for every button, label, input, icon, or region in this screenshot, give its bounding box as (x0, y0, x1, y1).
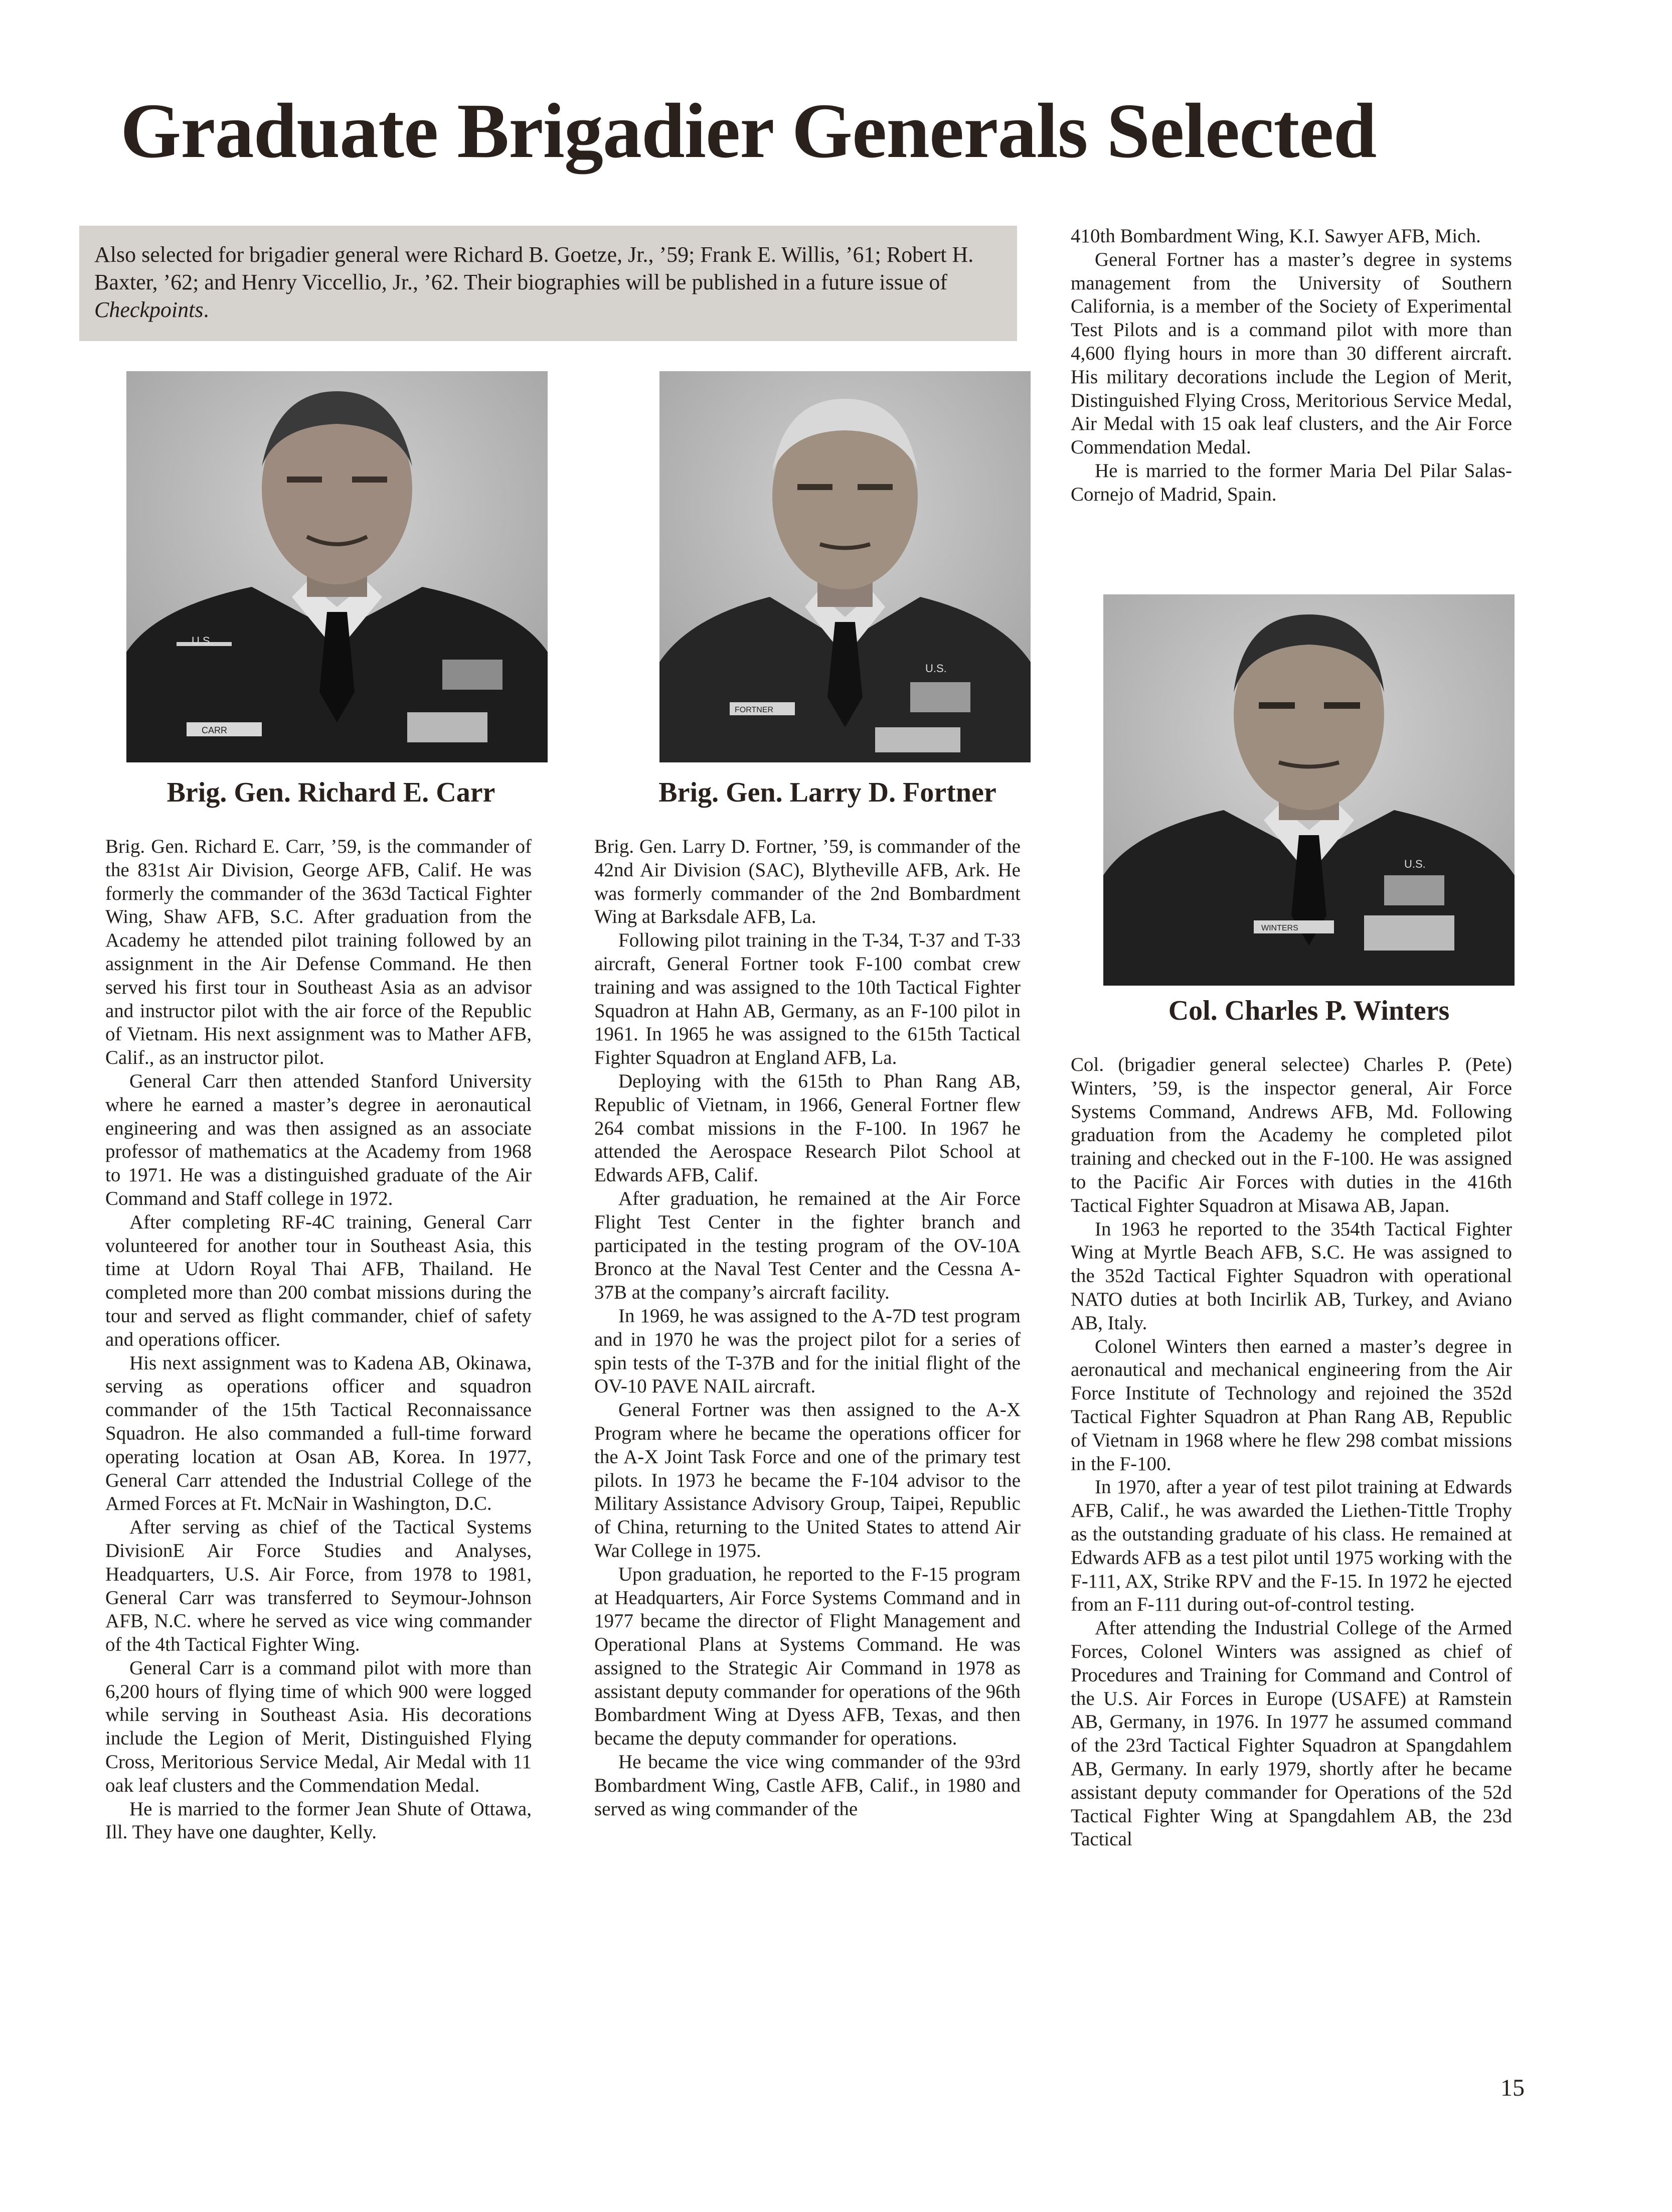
notice-end: . (203, 297, 209, 322)
paragraph: Brig. Gen. Larry D. Fortner, ’59, is commander of the 42nd Air Division (SAC), Blytheville AFB, Ark. He was formerly commander of the 2nd Bombardment Wing at Barksdale AFB, La. (594, 836, 1021, 928)
carr-bio (105, 835, 532, 1844)
caption-winters: Col. Charles P. Winters (1168, 995, 1450, 1026)
paragraph: General Carr is a command pilot with more than 6,200 hours of flying time of which 900 were logged while serving in Southeast Asia. His decorations include the Legion of Merit, Distinguished Flying Cross, Meritorious Service Medal, Air Medal with 11 oak leaf clusters and the Commendation Medal. (105, 1657, 532, 1796)
badge-text: U.S. (925, 662, 947, 675)
nametag-text: WINTERS (1261, 924, 1298, 932)
paragraph: Colonel Winters then earned a master’s degree in aeronautical and mechanical engineering from the Air Force Institute of Technology and rejoined the 352d Tactical Fighter Squadron at Phan Rang AB, Republic of Vietnam in 1968 where he flew 298 combat missions in the F-100. (1071, 1335, 1512, 1475)
paragraph: He became the vice wing commander of the 93rd Bombardment Wing, Castle AFB, Calif., in 1980 and served as wing commander of the (594, 1751, 1021, 1820)
notice-box (79, 226, 1017, 341)
paragraph: After serving as chief of the Tactical Systems DivisionE Air Force Studies and Analyses, Headquarters, U.S. Air Force, from 1978 to 1981, General Carr was transferred to Seymour-Johnson AFB, N.C. where he served as vice wing commander of the 4th Tactical Fighter Wing. (105, 1516, 532, 1656)
portrait-photo-winters (1103, 594, 1515, 986)
paragraph: General Fortner has a master’s degree in systems management from the University of Southern California, is a member of the Society of Experimental Test Pilots and is a command pilot with more than 4,600 flying hours in more than 30 different aircraft. His military decorations include the Legion of Merit, Distinguished Flying Cross, Meritorious Service Medal, Air Medal with 15 oak leaf clusters, and the Air Force Commendation Medal. (1071, 248, 1512, 458)
paragraph: Brig. Gen. Richard E. Carr, ’59, is the commander of the 831st Air Division, George AFB, Calif. He was formerly the commander of the 363d Tactical Fighter Wing, Shaw AFB, S.C. After graduation from the Academy he attended pilot training followed by an assignment in the Air Defense Command. He then served his first tour in Southeast Asia as an advisor and instructor pilot with the air force of the Republic of Vietnam. His next assignment was to Mather AFB, Calif., as an instructor pilot. (105, 836, 532, 1069)
paragraph: 410th Bombardment Wing, K.I. Sawyer AFB, Mich. (1071, 225, 1481, 247)
paragraph: He is married to the former Maria Del Pilar Salas-Cornejo of Madrid, Spain. (1071, 459, 1512, 505)
paragraph: After graduation, he remained at the Air Force Flight Test Center in the fighter branch and participated in the testing program of the OV-10A Bronco at the Naval Test Center and the Cessna A-37B at the company’s aircraft facility. (594, 1187, 1021, 1304)
paragraph: In 1969, he was assigned to the A-7D test program and in 1970 he was the project pilot for a series of spin tests of the T-37B and for the initial flight of the OV-10 PAVE NAIL aircraft. (594, 1305, 1021, 1397)
badge-text: U.S. (192, 635, 213, 647)
fortner-bio (594, 835, 1021, 1821)
paragraph: General Fortner was then assigned to the A-X Program where he became the operations officer for the A-X Joint Task Force and one of the primary test pilots. In 1973 he became the F-104 advisor to the Military Assistance Advisory Group, Taipei, Republic of China, returning to the United States to attend Air War College in 1975. (594, 1399, 1021, 1561)
winters-bio (1071, 1053, 1512, 1851)
paragraph: In 1963 he reported to the 354th Tactical Fighter Wing at Myrtle Beach AFB, S.C. He was assigned to the 352d Tactical Fighter Squadron with operational NATO duties at both Incirlik AB, Turkey, and Aviano AB, Italy. (1071, 1218, 1512, 1334)
paragraph: He is married to the former Jean Shute of Ottawa, Ill. They have one daughter, Kelly. (105, 1798, 532, 1843)
paragraph: After completing RF-4C training, General Carr volunteered for another tour in Southeast Asia, this time at Udorn Royal Thai AFB, Thailand. He completed more than 200 combat missions during the tour and served as flight commander, chief of safety and operations officer. (105, 1211, 532, 1350)
page-number: 15 (1500, 2075, 1525, 2101)
fortner-bio-continued (1071, 225, 1512, 507)
paragraph: General Carr then attended Stanford University where he earned a master’s degree in aeronautical engineering and was then assigned as an associate professor of mathematics at the Academy from 1968 to 1971. He was a distinguished graduate of the Air Command and Staff college in 1972. (105, 1070, 532, 1209)
caption-fortner: Brig. Gen. Larry D. Fortner (658, 777, 996, 808)
paragraph: Upon graduation, he reported to the F-15 program at Headquarters, Air Force Systems Command and in 1977 became the director of Flight Management and Operational Plans at Systems Command. He was assigned to the Strategic Air Command in 1978 as assistant deputy commander for operations of the 96th Bombardment Wing at Dyess AFB, Texas, and then became the deputy commander for operations. (594, 1563, 1021, 1750)
portrait-photo-fortner (659, 371, 1031, 762)
notice-text: Also selected for brigadier general were Richard B. Goetze, Jr., ’59; Frank E. Willis, ’61; Robert H. Baxter, ’62; and Henry Viccellio, Jr., ’62. Their biographies will be published in a future issue of (94, 242, 974, 294)
page-title: Graduate Brigadier Generals Selected (120, 87, 1377, 174)
nametag-text: CARR (202, 725, 228, 735)
nametag-text: FORTNER (735, 706, 774, 714)
paragraph: After attending the Industrial College of the Armed Forces, Colonel Winters was assigned as chief of Procedures and Training for Command and Control of the U.S. Air Forces in Europe (USAFE) at Ramstein AB, Germany, in 1976. In 1977 he assumed command of the 23rd Tactical Fighter Squadron at Spangdahlem AB, Germany. In early 1979, shortly after he became assistant deputy commander for Operations of the 52d Tactical Fighter Wing at Spangdahlem AB, the 23d Tactical (1071, 1617, 1512, 1850)
paragraph: In 1970, after a year of test pilot training at Edwards AFB, Calif., he was awarded the Liethen-Tittle Trophy as the outstanding graduate of his class. He remained at Edwards AFB as a test pilot until 1975 working with the F-111, AX, Strike RPV and the F-15. In 1972 he ejected from an F-111 during out-of-control testing. (1071, 1476, 1512, 1616)
paragraph: His next assignment was to Kadena AB, Okinawa, serving as operations officer and squadron commander of the 15th Tactical Reconnaissance Squadron. He also commanded a full-time forward operating location at Osan AB, Korea. In 1977, General Carr attended the Industrial College of the Armed Forces at Ft. McNair in Washington, D.C. (105, 1352, 532, 1515)
publication-name: Checkpoints (94, 297, 204, 322)
paragraph: Col. (brigadier general selectee) Charles P. (Pete) Winters, ’59, is the inspector general, Air Force Systems Command, Andrews AFB, Md. Following graduation from the Academy he completed pilot training and checked out in the F-100. He was assigned to the Pacific Air Forces with duties in the 416th Tactical Fighter Squadron at Misawa AB, Japan. (1071, 1054, 1512, 1216)
paragraph: Deploying with the 615th to Phan Rang AB, Republic of Vietnam, in 1966, General Fortner flew 264 combat missions in the F-100. In 1967 he attended the Aerospace Research Pilot School at Edwards AFB, Calif. (594, 1070, 1021, 1186)
portrait-photo-carr (126, 371, 548, 762)
badge-text: U.S. (1404, 858, 1426, 870)
paragraph: Following pilot training in the T-34, T-37 and T-33 aircraft, General Fortner took F-100 combat crew training and was assigned to the 10th Tactical Fighter Squadron at Hahn AB, Germany, as an F-100 pilot in 1961. In 1965 he was assigned to the 615th Tactical Fighter Squadron at England AFB, La. (594, 929, 1021, 1069)
caption-carr: Brig. Gen. Richard E. Carr (166, 777, 495, 808)
